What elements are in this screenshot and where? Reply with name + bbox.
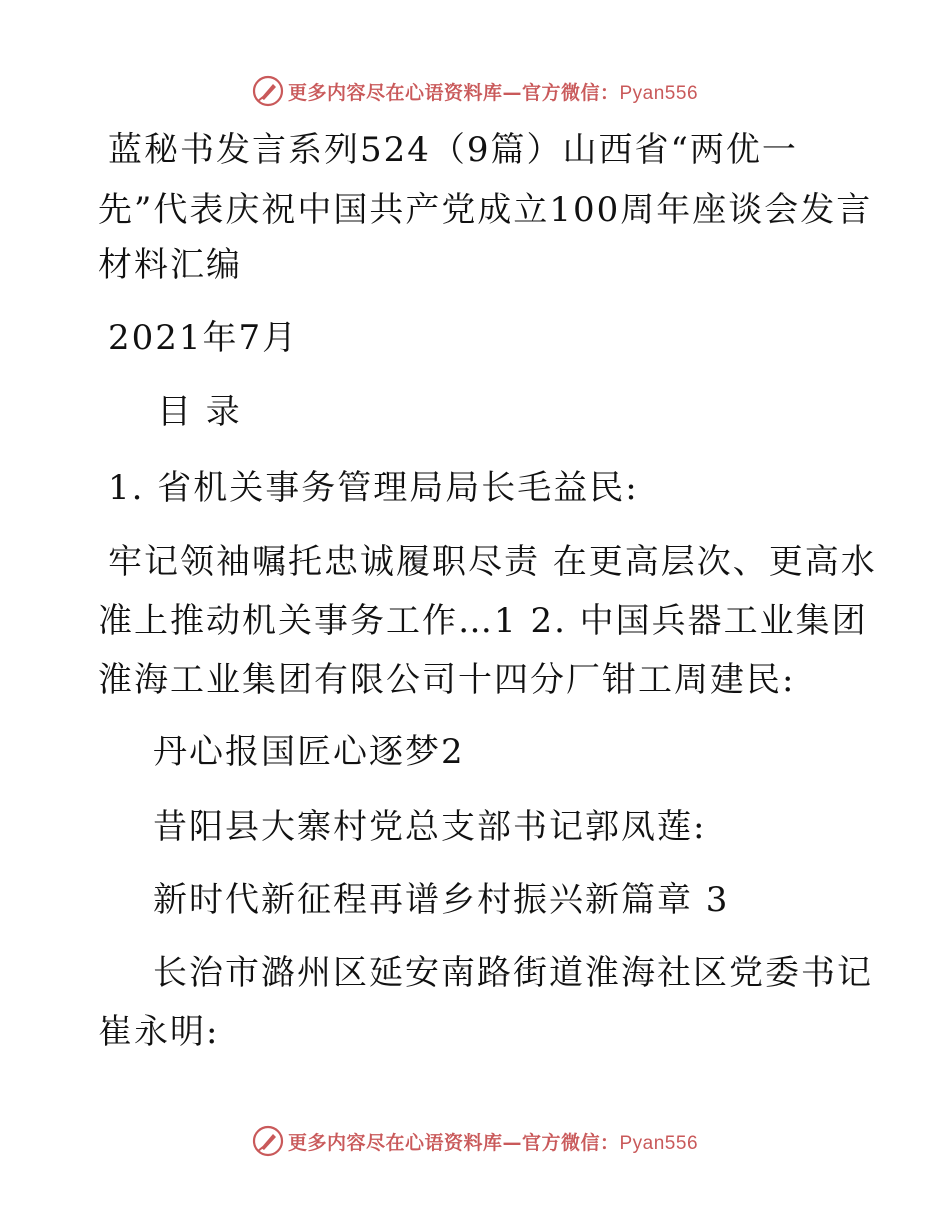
watermark-banner-bottom: [0, 1121, 950, 1161]
toc-entry-line: 淮海工业集团有限公司十四分厂钳工周建民:: [98, 660, 796, 700]
document-date: 2021年7月: [108, 318, 299, 358]
toc-heading: 目 录: [157, 392, 242, 432]
toc-entry-line: 准上推动机关事务工作…1 2. 中国兵器工业集团: [98, 601, 868, 641]
watermark-text: 更多内容尽在心语资料库—官方微信：Pyan556: [287, 81, 699, 104]
quill-pen-logo-icon: [252, 1125, 284, 1157]
toc-entry-line: 昔阳县大寨村党总支部书记郭凤莲:: [153, 807, 707, 847]
toc-entry-line: 牢记领袖嘱托忠诚履职尽责 在更高层次、更高水: [108, 542, 877, 582]
document-title-line-2: 先”代表庆祝中国共产党成立100周年座谈会发言: [98, 190, 873, 230]
watermark-text: 更多内容尽在心语资料库—官方微信：Pyan556: [287, 1131, 699, 1154]
document-title-line-3: 材料汇编: [98, 245, 242, 285]
toc-entry-line: 新时代新征程再谱乡村振兴新篇章 3: [153, 880, 730, 920]
watermark-banner-top: [0, 71, 950, 111]
toc-entry-line: 丹心报国匠心逐梦2: [153, 732, 465, 772]
toc-entry-line: 长治市潞州区延安南路街道淮海社区党委书记: [153, 953, 873, 993]
toc-entry-line: 崔永明:: [98, 1012, 220, 1052]
quill-pen-logo-icon: [252, 75, 284, 107]
document-title-line-1: 蓝秘书发言系列524（9篇）山西省“两优一: [108, 130, 798, 170]
toc-entry-line: 1. 省机关事务管理局局长毛益民:: [108, 468, 639, 508]
